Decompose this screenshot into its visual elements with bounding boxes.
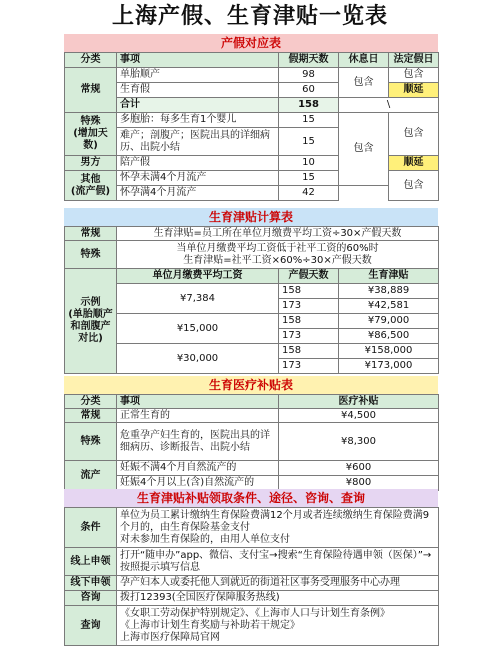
table-header-row bbox=[65, 269, 439, 284]
wage-cell: ¥7,384 bbox=[117, 284, 279, 314]
col-header: 分类 bbox=[65, 53, 117, 68]
formula-cell bbox=[117, 241, 439, 269]
table-row bbox=[65, 284, 439, 299]
wage-cell: ¥30,000 bbox=[117, 344, 279, 374]
item-cell: 生育假 bbox=[117, 83, 279, 98]
amount-cell: ¥38,889 bbox=[339, 284, 439, 299]
slash-cell: \ bbox=[339, 98, 439, 113]
info-line: 对未参加生育保险的，由用人单位支付 bbox=[120, 533, 290, 545]
table-row bbox=[65, 98, 439, 113]
category-cell: 特殊 bbox=[65, 241, 117, 269]
wage-cell: ¥15,000 bbox=[117, 314, 279, 344]
table-header-row bbox=[65, 395, 439, 409]
info-cell: 拨打12393(全国医疗保障服务热线) bbox=[117, 591, 439, 606]
holiday-cell: 顺延 bbox=[389, 83, 439, 98]
amount-cell: ¥158,000 bbox=[339, 344, 439, 359]
info-cell bbox=[117, 606, 439, 646]
table-row bbox=[65, 548, 439, 576]
item-cell: 多胞胎：每多生育1个婴儿 bbox=[117, 113, 279, 128]
category-cell: 流产 bbox=[65, 461, 117, 491]
holiday-cell: 包含 bbox=[389, 171, 439, 201]
category-cell: 条件 bbox=[65, 508, 117, 548]
category-cell: 查询 bbox=[65, 606, 117, 646]
formula-cell: 生育津贴=员工所在单位月缴费平均工资÷30×产假天数 bbox=[117, 227, 439, 241]
item-cell: 危重孕产妇生育的，医院出具的详细病历、诊断报告、出院小结 bbox=[117, 423, 279, 461]
table-row bbox=[65, 409, 439, 423]
category-cell: 常规 bbox=[65, 227, 117, 241]
item-cell: 妊娠不满4个月自然流产的 bbox=[117, 461, 279, 476]
category-cell: 常规 bbox=[65, 68, 117, 113]
col-header: 法定假日 bbox=[389, 53, 439, 68]
amount-cell: ¥4,500 bbox=[279, 409, 439, 423]
table-row bbox=[65, 576, 439, 591]
amount-cell: ¥86,500 bbox=[339, 329, 439, 344]
days-cell: 98 bbox=[279, 68, 339, 83]
info-line: 单位为员工累计缴纳生育保险费满12个月或者连续缴纳生育保险费满9个月的，由生育保险基金支付 bbox=[120, 509, 430, 533]
medical-subsidy-header: 生育医疗补贴表 bbox=[64, 376, 438, 394]
days-cell: 173 bbox=[279, 299, 339, 314]
table-row bbox=[65, 113, 439, 128]
amount-cell: ¥79,000 bbox=[339, 314, 439, 329]
weekend-cell: 包含 bbox=[339, 68, 389, 98]
amount-cell: ¥42,581 bbox=[339, 299, 439, 314]
category-cell: 特殊 (增加天数) bbox=[65, 113, 117, 156]
table-row bbox=[65, 227, 439, 241]
item-cell: 怀孕满4个月流产 bbox=[117, 186, 279, 201]
days-cell: 15 bbox=[279, 128, 339, 156]
item-cell: 难产；剖腹产；医院出具的详细病历、出院小结 bbox=[117, 128, 279, 156]
special-line: 当单位月缴费平均工资低于社平工资的60%时 bbox=[176, 242, 379, 254]
claim-info-header: 生育津贴补贴领取条件、途径、咨询、查询 bbox=[64, 489, 438, 507]
amount-cell: ¥8,300 bbox=[279, 423, 439, 461]
info-cell bbox=[117, 508, 439, 548]
table-header-row bbox=[65, 53, 439, 68]
days-cell: 158 bbox=[279, 284, 339, 299]
days-cell: 42 bbox=[279, 186, 339, 201]
days-cell: 158 bbox=[279, 344, 339, 359]
table-row bbox=[65, 606, 439, 646]
claim-info-table bbox=[64, 507, 439, 646]
table-row bbox=[65, 591, 439, 606]
days-cell: 60 bbox=[279, 83, 339, 98]
category-cell: 男方 bbox=[65, 156, 117, 171]
item-cell: 妊娠4个月以上(含)自然流产的 bbox=[117, 476, 279, 491]
category-cell: 示例 (单胎顺产 和剖腹产 对比) bbox=[65, 269, 117, 374]
category-cell: 常规 bbox=[65, 409, 117, 423]
allowance-calc-table bbox=[64, 226, 439, 374]
info-line: 《上海市计划生育奖励与补助若干规定》 bbox=[120, 619, 300, 631]
days-cell: 10 bbox=[279, 156, 339, 171]
info-line: 《女职工劳动保护特别规定》、《上海市人口与计划生育条例》 bbox=[120, 607, 390, 619]
table-row bbox=[65, 344, 439, 359]
table-row bbox=[65, 314, 439, 329]
total-label: 合计 bbox=[117, 98, 279, 113]
item-cell: 正常生育的 bbox=[117, 409, 279, 423]
allowance-calc-header: 生育津贴计算表 bbox=[64, 208, 438, 226]
col-header: 医疗补贴 bbox=[279, 395, 439, 409]
table-row bbox=[65, 241, 439, 269]
col-header: 事项 bbox=[117, 395, 279, 409]
info-cell: 孕产妇本人或委托他人到就近的街道社区事务受理服务中心办理 bbox=[117, 576, 439, 591]
item-cell: 陪产假 bbox=[117, 156, 279, 171]
col-header: 生育津贴 bbox=[339, 269, 439, 284]
item-cell: 怀孕未满4个月流产 bbox=[117, 171, 279, 186]
table-row bbox=[65, 186, 439, 201]
category-cell: 线上申领 bbox=[65, 548, 117, 576]
col-header: 单位月缴费平均工资 bbox=[117, 269, 279, 284]
info-cell: 打开“随申办”app、微信、支付宝→搜索“生育保险待遇申领（医保）”→按照提示填写信息 bbox=[117, 548, 439, 576]
holiday-cell: 包含 bbox=[389, 113, 439, 156]
days-cell: 15 bbox=[279, 171, 339, 186]
col-header: 产假天数 bbox=[279, 269, 339, 284]
col-header: 分类 bbox=[65, 395, 117, 409]
col-header: 事项 bbox=[117, 53, 279, 68]
special-line: 生育津贴=社平工资×60%÷30×产假天数 bbox=[183, 254, 372, 266]
col-header: 休息日 bbox=[339, 53, 389, 68]
amount-cell: ¥173,000 bbox=[339, 359, 439, 374]
table-row bbox=[65, 461, 439, 476]
item-cell: 单胎顺产 bbox=[117, 68, 279, 83]
amount-cell: ¥800 bbox=[279, 476, 439, 491]
days-cell: 15 bbox=[279, 113, 339, 128]
days-cell: 173 bbox=[279, 329, 339, 344]
days-cell: 158 bbox=[279, 314, 339, 329]
medical-subsidy-table bbox=[64, 394, 439, 491]
total-days: 158 bbox=[279, 98, 339, 113]
maternity-leave-header: 产假对应表 bbox=[64, 34, 438, 52]
table-row bbox=[65, 68, 439, 83]
table-row bbox=[65, 508, 439, 548]
holiday-cell: 包含 bbox=[389, 68, 439, 83]
category-cell: 其他 (流产假) bbox=[65, 171, 117, 201]
days-cell: 173 bbox=[279, 359, 339, 374]
col-header: 假期天数 bbox=[279, 53, 339, 68]
maternity-leave-table bbox=[64, 52, 439, 201]
category-cell: 线下申领 bbox=[65, 576, 117, 591]
info-line: 上海市医疗保障局官网 bbox=[120, 631, 220, 643]
table-row bbox=[65, 423, 439, 461]
page-title: 上海产假、生育津贴一览表 bbox=[111, 4, 388, 29]
amount-cell: ¥600 bbox=[279, 461, 439, 476]
category-cell: 咨询 bbox=[65, 591, 117, 606]
holiday-cell: 顺延 bbox=[389, 156, 439, 171]
weekend-cell: 包含 bbox=[339, 113, 389, 186]
category-cell: 特殊 bbox=[65, 423, 117, 461]
